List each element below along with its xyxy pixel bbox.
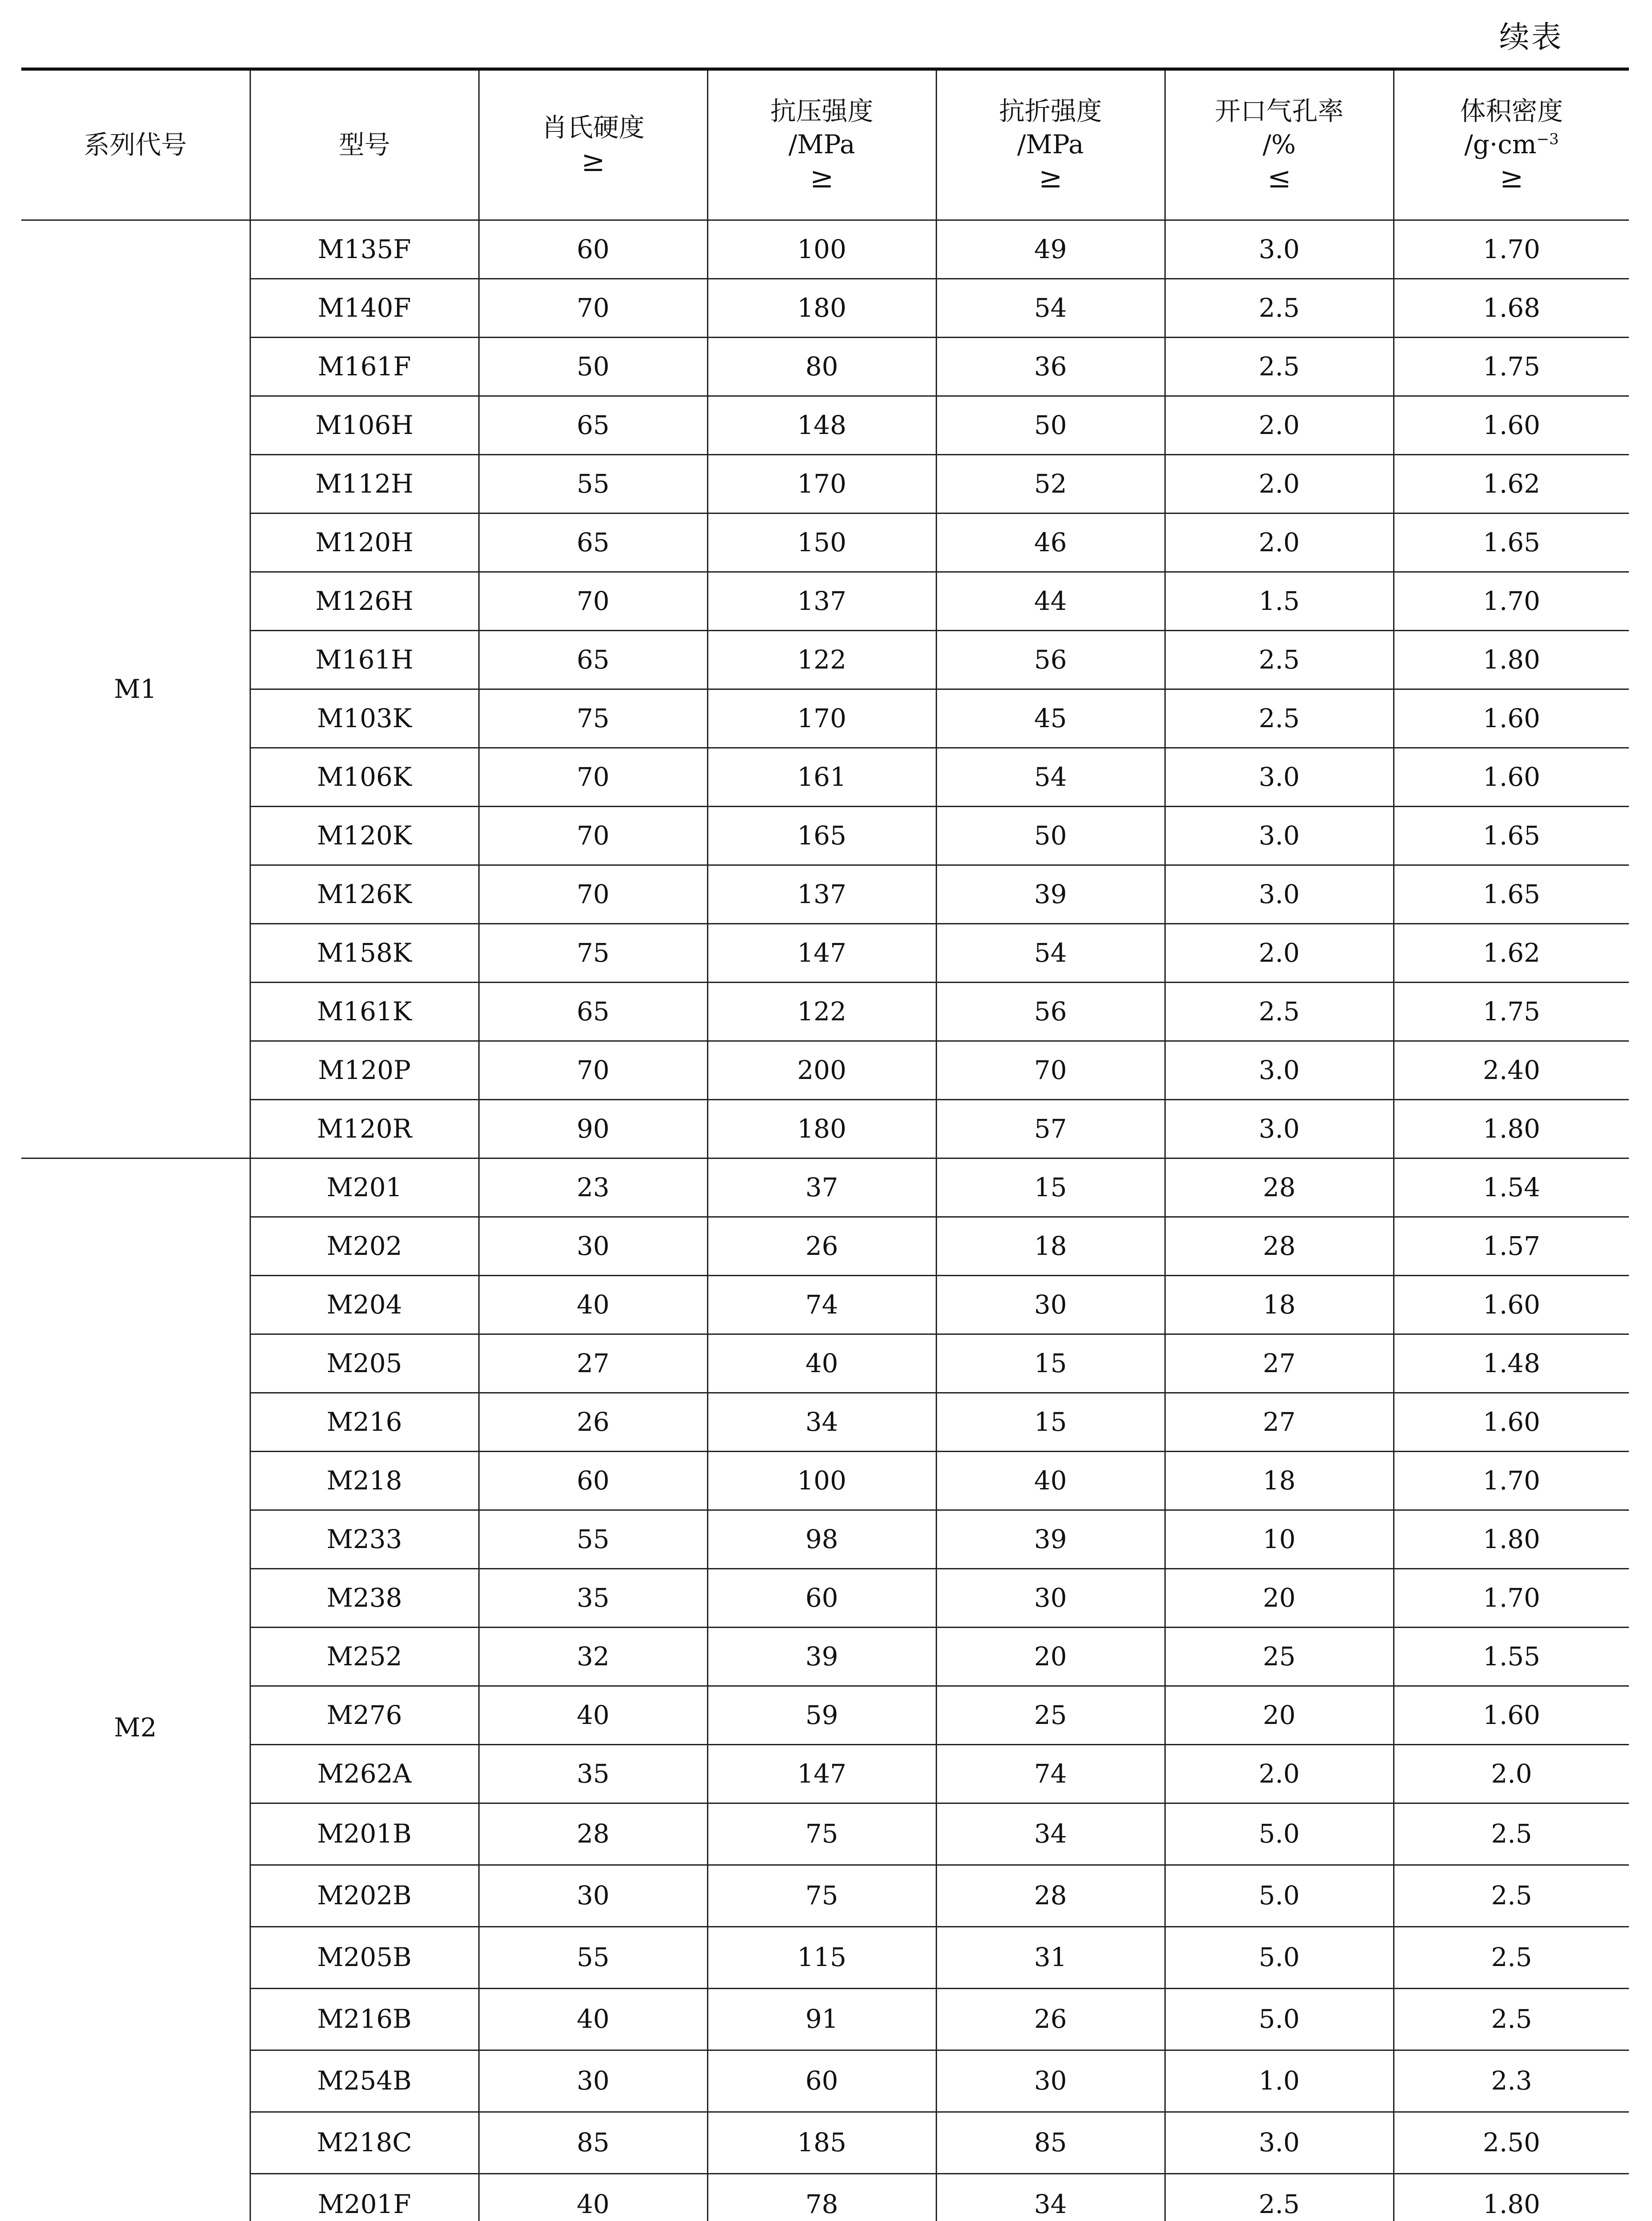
porosity-cell: 2.5 xyxy=(1165,338,1394,396)
compressive-cell: 75 xyxy=(707,1803,936,1865)
model-cell: M252 xyxy=(250,1628,479,1686)
porosity-cell: 18 xyxy=(1165,1276,1394,1334)
porosity-cell: 3.0 xyxy=(1165,748,1394,807)
model-cell: M120H xyxy=(250,513,479,572)
header-density-unit-exponent: −3 xyxy=(1536,130,1559,148)
density-cell: 1.75 xyxy=(1394,983,1629,1041)
density-cell: 1.80 xyxy=(1394,1100,1629,1158)
hardness-cell: 30 xyxy=(479,2050,707,2112)
model-cell: M202B xyxy=(250,1865,479,1927)
compressive-cell: 115 xyxy=(707,1927,936,1989)
density-cell: 1.80 xyxy=(1394,1510,1629,1569)
porosity-cell: 20 xyxy=(1165,1569,1394,1628)
header-compressive-bound: ≥ xyxy=(810,162,834,195)
table-row xyxy=(21,1686,1629,1745)
porosity-cell: 5.0 xyxy=(1165,1927,1394,1989)
hardness-cell: 65 xyxy=(479,983,707,1041)
compressive-cell: 39 xyxy=(707,1628,936,1686)
porosity-cell: 10 xyxy=(1165,1510,1394,1569)
density-cell: 2.5 xyxy=(1394,1927,1629,1989)
table-row xyxy=(21,983,1629,1041)
compressive-cell: 137 xyxy=(707,572,936,631)
compressive-cell: 91 xyxy=(707,1989,936,2050)
compressive-cell: 150 xyxy=(707,513,936,572)
hardness-cell: 65 xyxy=(479,396,707,455)
density-cell: 1.80 xyxy=(1394,2174,1629,2221)
flexural-cell: 31 xyxy=(936,1927,1165,1989)
table-row xyxy=(21,807,1629,865)
compressive-cell: 26 xyxy=(707,1217,936,1276)
compressive-cell: 60 xyxy=(707,1569,936,1628)
table-row xyxy=(21,396,1629,455)
header-hardness-label: 肖氏硬度 xyxy=(541,112,645,143)
porosity-cell: 2.5 xyxy=(1165,631,1394,689)
compressive-cell: 200 xyxy=(707,1041,936,1100)
table-row xyxy=(21,2112,1629,2174)
header-flexural-label: 抗折强度 xyxy=(999,96,1102,126)
header-flexural xyxy=(936,69,1165,220)
porosity-cell: 3.0 xyxy=(1165,2112,1394,2174)
porosity-cell: 2.5 xyxy=(1165,279,1394,338)
flexural-cell: 54 xyxy=(936,924,1165,983)
continued-label: 续表 xyxy=(1499,20,1563,55)
density-cell: 1.70 xyxy=(1394,572,1629,631)
hardness-cell: 60 xyxy=(479,1452,707,1510)
series-cell: M1 xyxy=(21,220,250,1158)
density-cell: 1.60 xyxy=(1394,1276,1629,1334)
header-row xyxy=(21,69,1629,220)
hardness-cell: 75 xyxy=(479,689,707,748)
compressive-cell: 100 xyxy=(707,1452,936,1510)
compressive-cell: 80 xyxy=(707,338,936,396)
flexural-cell: 26 xyxy=(936,1989,1165,2050)
flexural-cell: 30 xyxy=(936,1276,1165,1334)
table-row xyxy=(21,279,1629,338)
density-cell: 1.65 xyxy=(1394,513,1629,572)
header-compressive xyxy=(707,69,936,220)
table-body xyxy=(21,220,1629,2221)
porosity-cell: 20 xyxy=(1165,1686,1394,1745)
porosity-cell: 5.0 xyxy=(1165,1989,1394,2050)
model-cell: M201B xyxy=(250,1803,479,1865)
table-row xyxy=(21,1334,1629,1393)
porosity-cell: 28 xyxy=(1165,1217,1394,1276)
table-row xyxy=(21,924,1629,983)
density-cell: 2.5 xyxy=(1394,1989,1629,2050)
hardness-cell: 55 xyxy=(479,455,707,513)
porosity-cell: 1.5 xyxy=(1165,572,1394,631)
flexural-cell: 70 xyxy=(936,1041,1165,1100)
flexural-cell: 54 xyxy=(936,279,1165,338)
compressive-cell: 185 xyxy=(707,2112,936,2174)
table-row xyxy=(21,338,1629,396)
density-cell: 2.5 xyxy=(1394,1865,1629,1927)
model-cell: M120R xyxy=(250,1100,479,1158)
hardness-cell: 30 xyxy=(479,1865,707,1927)
model-cell: M161F xyxy=(250,338,479,396)
hardness-cell: 28 xyxy=(479,1803,707,1865)
density-cell: 1.48 xyxy=(1394,1334,1629,1393)
header-porosity-unit: /% xyxy=(1263,129,1296,160)
table-row xyxy=(21,689,1629,748)
density-cell: 1.75 xyxy=(1394,338,1629,396)
flexural-cell: 15 xyxy=(936,1393,1165,1452)
model-cell: M205B xyxy=(250,1927,479,1989)
header-density xyxy=(1394,69,1629,220)
compressive-cell: 122 xyxy=(707,631,936,689)
hardness-cell: 60 xyxy=(479,220,707,279)
table-row xyxy=(21,1745,1629,1803)
flexural-cell: 54 xyxy=(936,748,1165,807)
porosity-cell: 3.0 xyxy=(1165,1100,1394,1158)
flexural-cell: 34 xyxy=(936,2174,1165,2221)
compressive-cell: 147 xyxy=(707,924,936,983)
model-cell: M201 xyxy=(250,1158,479,1217)
hardness-cell: 23 xyxy=(479,1158,707,1217)
porosity-cell: 2.0 xyxy=(1165,513,1394,572)
model-cell: M233 xyxy=(250,1510,479,1569)
model-cell: M126K xyxy=(250,865,479,924)
model-cell: M276 xyxy=(250,1686,479,1745)
hardness-cell: 70 xyxy=(479,1041,707,1100)
flexural-cell: 52 xyxy=(936,455,1165,513)
table-row xyxy=(21,1041,1629,1100)
porosity-cell: 2.0 xyxy=(1165,1745,1394,1803)
table-row xyxy=(21,1276,1629,1334)
model-cell: M126H xyxy=(250,572,479,631)
table-row xyxy=(21,1989,1629,2050)
hardness-cell: 26 xyxy=(479,1393,707,1452)
compressive-cell: 34 xyxy=(707,1393,936,1452)
compressive-cell: 98 xyxy=(707,1510,936,1569)
compressive-cell: 122 xyxy=(707,983,936,1041)
hardness-cell: 40 xyxy=(479,2174,707,2221)
flexural-cell: 15 xyxy=(936,1334,1165,1393)
flexural-cell: 34 xyxy=(936,1803,1165,1865)
header-porosity-label: 开口气孔率 xyxy=(1215,96,1344,126)
hardness-cell: 70 xyxy=(479,572,707,631)
hardness-cell: 40 xyxy=(479,1989,707,2050)
density-cell: 1.62 xyxy=(1394,455,1629,513)
compressive-cell: 100 xyxy=(707,220,936,279)
model-cell: M218 xyxy=(250,1452,479,1510)
table-row xyxy=(21,1927,1629,1989)
porosity-cell: 18 xyxy=(1165,1452,1394,1510)
density-cell: 1.60 xyxy=(1394,1686,1629,1745)
porosity-cell: 5.0 xyxy=(1165,1865,1394,1927)
model-cell: M238 xyxy=(250,1569,479,1628)
hardness-cell: 70 xyxy=(479,807,707,865)
compressive-cell: 180 xyxy=(707,279,936,338)
density-cell: 1.62 xyxy=(1394,924,1629,983)
flexural-cell: 20 xyxy=(936,1628,1165,1686)
density-cell: 1.60 xyxy=(1394,1393,1629,1452)
porosity-cell: 2.5 xyxy=(1165,983,1394,1041)
model-cell: M218C xyxy=(250,2112,479,2174)
compressive-cell: 161 xyxy=(707,748,936,807)
model-cell: M216B xyxy=(250,1989,479,2050)
hardness-cell: 75 xyxy=(479,924,707,983)
porosity-cell: 3.0 xyxy=(1165,220,1394,279)
table-row xyxy=(21,865,1629,924)
model-cell: M106H xyxy=(250,396,479,455)
compressive-cell: 40 xyxy=(707,1334,936,1393)
hardness-cell: 35 xyxy=(479,1569,707,1628)
compressive-cell: 170 xyxy=(707,455,936,513)
header-compressive-unit: /MPa xyxy=(788,129,855,160)
flexural-cell: 57 xyxy=(936,1100,1165,1158)
density-cell: 1.70 xyxy=(1394,1452,1629,1510)
hardness-cell: 40 xyxy=(479,1276,707,1334)
hardness-cell: 30 xyxy=(479,1217,707,1276)
model-cell: M205 xyxy=(250,1334,479,1393)
density-cell: 2.40 xyxy=(1394,1041,1629,1100)
porosity-cell: 3.0 xyxy=(1165,807,1394,865)
series-cell: M2 xyxy=(21,1158,250,2221)
hardness-cell: 27 xyxy=(479,1334,707,1393)
table-row xyxy=(21,1452,1629,1510)
model-cell: M216 xyxy=(250,1393,479,1452)
table-row xyxy=(21,1569,1629,1628)
table-row xyxy=(21,220,1629,279)
model-cell: M204 xyxy=(250,1276,479,1334)
model-cell: M201F xyxy=(250,2174,479,2221)
porosity-cell: 3.0 xyxy=(1165,1041,1394,1100)
header-density-unit: /g·cm xyxy=(1464,129,1537,160)
header-series: 系列代号 xyxy=(21,69,250,220)
header-density-unit-line xyxy=(1394,128,1629,161)
porosity-cell: 2.5 xyxy=(1165,689,1394,748)
compressive-cell: 75 xyxy=(707,1865,936,1927)
density-cell: 2.0 xyxy=(1394,1745,1629,1803)
model-cell: M103K xyxy=(250,689,479,748)
hardness-cell: 70 xyxy=(479,748,707,807)
header-hardness-bound: ≥ xyxy=(581,145,605,178)
hardness-cell: 32 xyxy=(479,1628,707,1686)
density-cell: 1.55 xyxy=(1394,1628,1629,1686)
table-row xyxy=(21,631,1629,689)
density-cell: 2.50 xyxy=(1394,2112,1629,2174)
model-cell: M120K xyxy=(250,807,479,865)
table-row xyxy=(21,1865,1629,1927)
model-cell: M112H xyxy=(250,455,479,513)
porosity-cell: 28 xyxy=(1165,1158,1394,1217)
density-cell: 1.70 xyxy=(1394,1569,1629,1628)
table-row xyxy=(21,1158,1629,1217)
model-cell: M106K xyxy=(250,748,479,807)
density-cell: 1.68 xyxy=(1394,279,1629,338)
table-row xyxy=(21,2050,1629,2112)
table-row xyxy=(21,513,1629,572)
table-row xyxy=(21,572,1629,631)
model-cell: M161H xyxy=(250,631,479,689)
porosity-cell: 2.5 xyxy=(1165,2174,1394,2221)
compressive-cell: 148 xyxy=(707,396,936,455)
table-row xyxy=(21,455,1629,513)
compressive-cell: 180 xyxy=(707,1100,936,1158)
compressive-cell: 59 xyxy=(707,1686,936,1745)
flexural-cell: 56 xyxy=(936,983,1165,1041)
porosity-cell: 25 xyxy=(1165,1628,1394,1686)
hardness-cell: 85 xyxy=(479,2112,707,2174)
hardness-cell: 40 xyxy=(479,1686,707,1745)
flexural-cell: 56 xyxy=(936,631,1165,689)
header-hardness xyxy=(479,69,707,220)
material-properties-table xyxy=(21,68,1629,2221)
density-cell: 2.3 xyxy=(1394,2050,1629,2112)
model-cell: M140F xyxy=(250,279,479,338)
flexural-cell: 39 xyxy=(936,1510,1165,1569)
flexural-cell: 85 xyxy=(936,2112,1165,2174)
flexural-cell: 25 xyxy=(936,1686,1165,1745)
table-row xyxy=(21,1803,1629,1865)
model-cell: M158K xyxy=(250,924,479,983)
hardness-cell: 65 xyxy=(479,631,707,689)
hardness-cell: 35 xyxy=(479,1745,707,1803)
model-cell: M161K xyxy=(250,983,479,1041)
model-cell: M202 xyxy=(250,1217,479,1276)
density-cell: 1.60 xyxy=(1394,748,1629,807)
table-row xyxy=(21,1393,1629,1452)
density-cell: 2.5 xyxy=(1394,1803,1629,1865)
hardness-cell: 50 xyxy=(479,338,707,396)
flexural-cell: 40 xyxy=(936,1452,1165,1510)
flexural-cell: 44 xyxy=(936,572,1165,631)
hardness-cell: 90 xyxy=(479,1100,707,1158)
hardness-cell: 55 xyxy=(479,1927,707,1989)
porosity-cell: 5.0 xyxy=(1165,1803,1394,1865)
porosity-cell: 1.0 xyxy=(1165,2050,1394,2112)
properties-table-container xyxy=(21,68,1629,2221)
header-porosity xyxy=(1165,69,1394,220)
flexural-cell: 28 xyxy=(936,1865,1165,1927)
compressive-cell: 60 xyxy=(707,2050,936,2112)
compressive-cell: 137 xyxy=(707,865,936,924)
header-flexural-bound: ≥ xyxy=(1038,162,1063,195)
porosity-cell: 3.0 xyxy=(1165,865,1394,924)
compressive-cell: 74 xyxy=(707,1276,936,1334)
flexural-cell: 74 xyxy=(936,1745,1165,1803)
porosity-cell: 2.0 xyxy=(1165,455,1394,513)
header-density-label: 体积密度 xyxy=(1460,96,1563,126)
header-flexural-unit: /MPa xyxy=(1017,129,1084,160)
porosity-cell: 2.0 xyxy=(1165,396,1394,455)
model-cell: M135F xyxy=(250,220,479,279)
model-cell: M120P xyxy=(250,1041,479,1100)
density-cell: 1.57 xyxy=(1394,1217,1629,1276)
hardness-cell: 65 xyxy=(479,513,707,572)
table-row xyxy=(21,2174,1629,2221)
table-row xyxy=(21,1217,1629,1276)
table-row xyxy=(21,1628,1629,1686)
hardness-cell: 70 xyxy=(479,279,707,338)
flexural-cell: 49 xyxy=(936,220,1165,279)
header-model: 型号 xyxy=(250,69,479,220)
flexural-cell: 30 xyxy=(936,1569,1165,1628)
density-cell: 1.54 xyxy=(1394,1158,1629,1217)
flexural-cell: 50 xyxy=(936,807,1165,865)
table-row xyxy=(21,1100,1629,1158)
compressive-cell: 78 xyxy=(707,2174,936,2221)
hardness-cell: 70 xyxy=(479,865,707,924)
compressive-cell: 147 xyxy=(707,1745,936,1803)
model-cell: M254B xyxy=(250,2050,479,2112)
compressive-cell: 165 xyxy=(707,807,936,865)
compressive-cell: 37 xyxy=(707,1158,936,1217)
hardness-cell: 55 xyxy=(479,1510,707,1569)
density-cell: 1.60 xyxy=(1394,689,1629,748)
flexural-cell: 15 xyxy=(936,1158,1165,1217)
model-cell: M262A xyxy=(250,1745,479,1803)
porosity-cell: 27 xyxy=(1165,1393,1394,1452)
porosity-cell: 27 xyxy=(1165,1334,1394,1393)
flexural-cell: 36 xyxy=(936,338,1165,396)
flexural-cell: 50 xyxy=(936,396,1165,455)
compressive-cell: 170 xyxy=(707,689,936,748)
table-row xyxy=(21,748,1629,807)
header-density-bound: ≥ xyxy=(1499,162,1524,195)
flexural-cell: 18 xyxy=(936,1217,1165,1276)
flexural-cell: 46 xyxy=(936,513,1165,572)
density-cell: 1.70 xyxy=(1394,220,1629,279)
table-row xyxy=(21,1510,1629,1569)
density-cell: 1.80 xyxy=(1394,631,1629,689)
table-header xyxy=(21,69,1629,220)
density-cell: 1.65 xyxy=(1394,865,1629,924)
density-cell: 1.65 xyxy=(1394,807,1629,865)
flexural-cell: 39 xyxy=(936,865,1165,924)
header-compressive-label: 抗压强度 xyxy=(770,96,874,126)
porosity-cell: 2.0 xyxy=(1165,924,1394,983)
flexural-cell: 30 xyxy=(936,2050,1165,2112)
flexural-cell: 45 xyxy=(936,689,1165,748)
density-cell: 1.60 xyxy=(1394,396,1629,455)
header-porosity-bound: ≤ xyxy=(1267,162,1291,195)
